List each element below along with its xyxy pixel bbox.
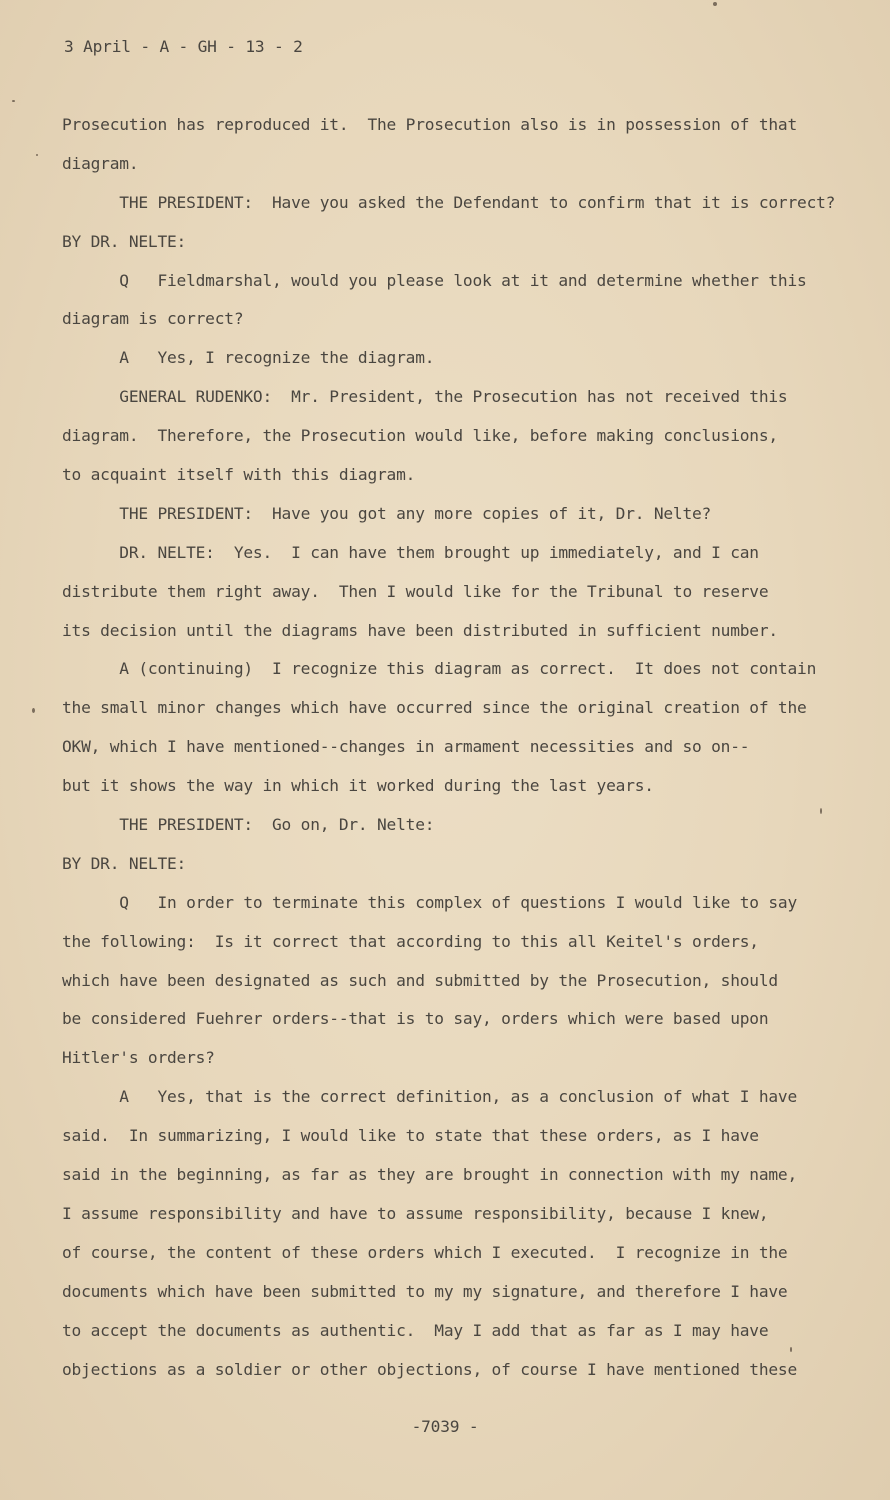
text-line: but it shows the way in which it worked during the last years. bbox=[62, 776, 654, 796]
text-line: be considered Fuehrer orders--that is to say, orders which were based upon bbox=[62, 1009, 769, 1029]
text-line: said in the beginning, as far as they are brought in connection with my name, bbox=[62, 1165, 798, 1185]
text-line: diagram. Therefore, the Prosecution would like, before making conclusions, bbox=[62, 426, 778, 446]
ink-speck bbox=[32, 708, 35, 713]
text-line: its decision until the diagrams have been distributed in sufficient number. bbox=[62, 620, 778, 640]
text-line: to accept the documents as authentic. May I add that as far as I may have bbox=[62, 1320, 769, 1340]
text-line: the small minor changes which have occurred since the original creation of the bbox=[62, 698, 807, 718]
text-line: which have been designated as such and submitted by the Prosecution, should bbox=[62, 970, 778, 990]
page-number: -7039 - bbox=[411, 1417, 479, 1436]
text-line: BY DR. NELTE: bbox=[62, 853, 187, 873]
text-line: THE PRESIDENT: Go on, Dr. Nelte: bbox=[62, 815, 435, 835]
text-line: A Yes, I recognize the diagram. bbox=[62, 348, 435, 368]
text-line: A (continuing) I recognize this diagram as correct. It does not contain bbox=[62, 659, 817, 679]
text-line: Q In order to terminate this complex of questions I would like to say bbox=[62, 892, 798, 912]
page-header: 3 April - A - GH - 13 - 2 bbox=[64, 37, 303, 56]
text-line: DR. NELTE: Yes. I can have them brought up immediately, and I can bbox=[62, 542, 759, 562]
ink-speck bbox=[820, 808, 822, 814]
text-line: A Yes, that is the correct definition, as a conclusion of what I have bbox=[62, 1087, 798, 1107]
text-line: said. In summarizing, I would like to state that these orders, as I have bbox=[62, 1126, 759, 1146]
text-line: Q Fieldmarshal, would you please look at it and determine whether this bbox=[62, 270, 807, 290]
text-line: diagram. bbox=[62, 153, 139, 173]
text-line: GENERAL RUDENKO: Mr. President, the Prosecution has not received this bbox=[62, 387, 788, 407]
text-line: THE PRESIDENT: Have you asked the Defendant to confirm that it is correct? bbox=[62, 192, 836, 212]
text-line: OKW, which I have mentioned--changes in armament necessities and so on-- bbox=[62, 737, 750, 757]
text-line: THE PRESIDENT: Have you got any more copies of it, Dr. Nelte? bbox=[62, 503, 712, 523]
text-line: BY DR. NELTE: bbox=[62, 231, 187, 251]
text-line: Prosecution has reproduced it. The Prosecution also is in possession of that bbox=[62, 115, 798, 134]
transcript-body bbox=[62, 112, 852, 1395]
text-line: distribute them right away. Then I would like for the Tribunal to reserve bbox=[62, 581, 769, 601]
ink-speck bbox=[790, 1347, 792, 1352]
text-line: objections as a soldier or other objections, of course I have mentioned these bbox=[62, 1359, 798, 1379]
text-line: documents which have been submitted to my my signature, and therefore I have bbox=[62, 1281, 788, 1301]
text-line: to acquaint itself with this diagram. bbox=[62, 465, 416, 485]
ink-speck bbox=[713, 2, 717, 6]
ink-speck bbox=[36, 154, 38, 156]
text-line: the following: Is it correct that according to this all Keitel's orders, bbox=[62, 931, 759, 951]
text-line: of course, the content of these orders which I executed. I recognize in the bbox=[62, 1242, 788, 1262]
text-line: I assume responsibility and have to assume responsibility, because I knew, bbox=[62, 1203, 769, 1223]
ink-speck bbox=[12, 100, 15, 102]
text-line: Hitler's orders? bbox=[62, 1048, 215, 1068]
text-line: diagram is correct? bbox=[62, 309, 244, 329]
